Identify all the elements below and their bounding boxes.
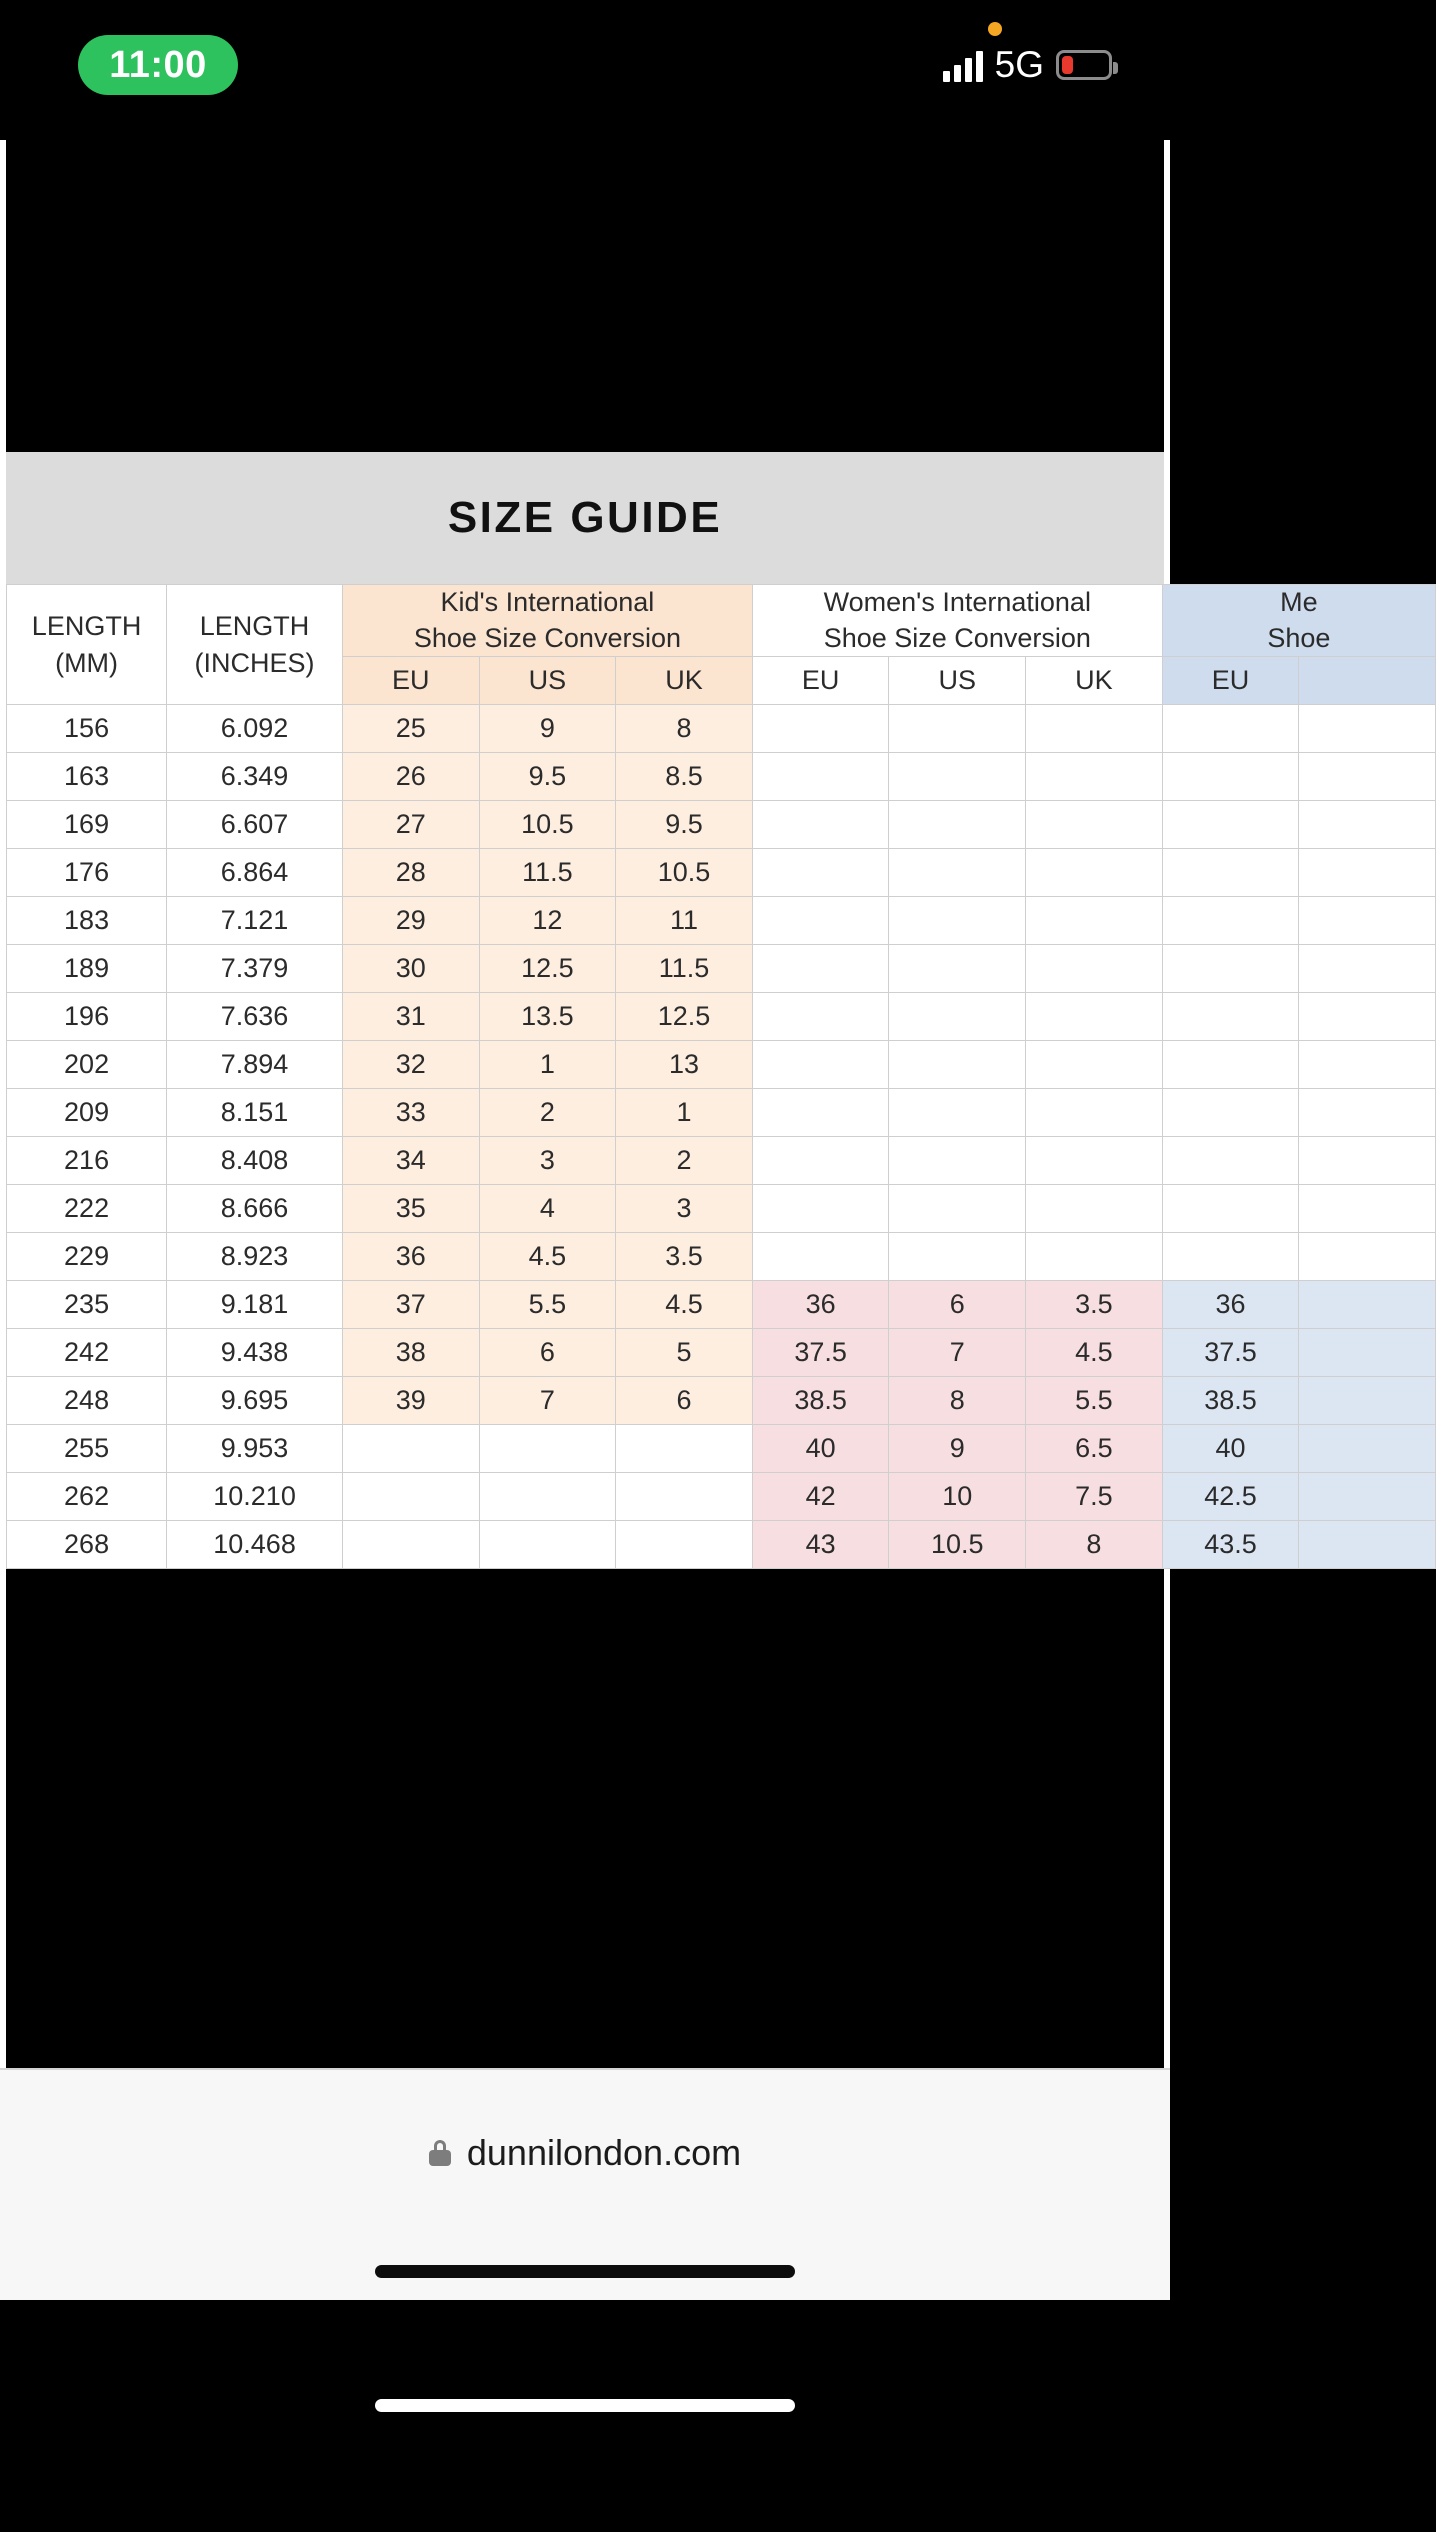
cell-men-overflow (1299, 849, 1436, 897)
table-row (7, 1329, 1436, 1377)
cell-kid-eu: 39 (342, 1377, 479, 1425)
cell-men-overflow (1299, 1377, 1436, 1425)
cell-women-uk: 4.5 (1026, 1329, 1163, 1377)
group-header-kids-line2: Shoe Size Conversion (413, 622, 681, 653)
cell-men-overflow (1299, 1329, 1436, 1377)
cell-kid-eu: 31 (342, 993, 479, 1041)
cell-men-eu: 37.5 (1162, 1329, 1299, 1377)
cell-men-eu (1162, 849, 1299, 897)
cell-women-eu: 42 (752, 1473, 889, 1521)
cell-kid-us: 3 (479, 1137, 616, 1185)
cell-women-us (889, 993, 1026, 1041)
cell-kid-eu: 30 (342, 945, 479, 993)
cell-men-overflow (1299, 1281, 1436, 1329)
cell-women-eu: 38.5 (752, 1377, 889, 1425)
cell-length-inches: 10.210 (167, 1473, 343, 1521)
cell-men-eu (1162, 1233, 1299, 1281)
cell-kid-uk: 12.5 (616, 993, 753, 1041)
cell-length-mm: 229 (7, 1233, 167, 1281)
cell-women-uk (1026, 1041, 1163, 1089)
lock-icon (429, 2140, 451, 2166)
cell-women-us (889, 945, 1026, 993)
cell-kid-us: 1 (479, 1041, 616, 1089)
cell-length-mm: 248 (7, 1377, 167, 1425)
cell-length-inches: 7.636 (167, 993, 343, 1041)
cell-women-eu (752, 1185, 889, 1233)
group-header-women-line2: Shoe Size Conversion (823, 622, 1091, 653)
cell-women-eu (752, 1041, 889, 1089)
group-header-women (752, 585, 1162, 657)
cell-kid-eu: 28 (342, 849, 479, 897)
cell-length-mm: 169 (7, 801, 167, 849)
cell-men-overflow (1299, 1473, 1436, 1521)
cell-men-eu (1162, 945, 1299, 993)
cell-women-uk (1026, 1137, 1163, 1185)
cell-men-overflow (1299, 945, 1436, 993)
cell-length-mm: 235 (7, 1281, 167, 1329)
cell-women-uk (1026, 801, 1163, 849)
cell-women-us (889, 1185, 1026, 1233)
cell-men-overflow (1299, 1521, 1436, 1569)
cell-kid-us: 13.5 (479, 993, 616, 1041)
cell-men-overflow (1299, 1425, 1436, 1473)
sub-header-women-us: US (889, 657, 1026, 705)
cell-kid-eu: 35 (342, 1185, 479, 1233)
cell-length-mm: 209 (7, 1089, 167, 1137)
cell-men-overflow (1299, 705, 1436, 753)
col-header-length-in-line2: (INCHES) (194, 647, 315, 678)
cell-length-inches: 8.923 (167, 1233, 343, 1281)
cell-length-inches: 6.864 (167, 849, 343, 897)
cell-women-uk (1026, 1089, 1163, 1137)
cell-kid-eu: 38 (342, 1329, 479, 1377)
sub-header-men-overflow (1299, 657, 1436, 705)
page-title-band (6, 452, 1164, 584)
cell-women-uk: 3.5 (1026, 1281, 1163, 1329)
cell-women-us (889, 1233, 1026, 1281)
cell-kid-uk: 8.5 (616, 753, 753, 801)
cell-men-eu: 38.5 (1162, 1377, 1299, 1425)
cell-kid-eu: 34 (342, 1137, 479, 1185)
cell-women-uk (1026, 897, 1163, 945)
sub-header-kid-us: US (479, 657, 616, 705)
cell-women-uk (1026, 993, 1163, 1041)
cell-women-uk (1026, 705, 1163, 753)
table-row (7, 1137, 1436, 1185)
cell-kid-eu: 33 (342, 1089, 479, 1137)
cell-kid-uk (616, 1521, 753, 1569)
cell-kid-uk: 3 (616, 1185, 753, 1233)
cell-kid-uk: 4.5 (616, 1281, 753, 1329)
cell-length-mm: 268 (7, 1521, 167, 1569)
cell-kid-eu: 29 (342, 897, 479, 945)
cell-women-us: 8 (889, 1377, 1026, 1425)
cell-women-us: 9 (889, 1425, 1026, 1473)
cell-length-mm: 202 (7, 1041, 167, 1089)
cell-women-us (889, 1041, 1026, 1089)
sub-header-kid-uk: UK (616, 657, 753, 705)
table-row (7, 753, 1436, 801)
cell-women-uk: 7.5 (1026, 1473, 1163, 1521)
cell-length-mm: 176 (7, 849, 167, 897)
cell-women-eu (752, 1233, 889, 1281)
table-row (7, 1281, 1436, 1329)
cell-kid-uk: 2 (616, 1137, 753, 1185)
cell-men-overflow (1299, 1137, 1436, 1185)
cell-men-overflow (1299, 753, 1436, 801)
cell-women-uk: 8 (1026, 1521, 1163, 1569)
cell-length-mm: 222 (7, 1185, 167, 1233)
cell-length-inches: 8.408 (167, 1137, 343, 1185)
table-row (7, 1041, 1436, 1089)
cell-women-eu (752, 945, 889, 993)
cell-length-mm: 255 (7, 1425, 167, 1473)
cell-men-overflow (1299, 801, 1436, 849)
cell-women-uk (1026, 1185, 1163, 1233)
cell-men-eu: 36 (1162, 1281, 1299, 1329)
cell-men-overflow (1299, 1233, 1436, 1281)
col-header-length-mm-line2: (MM) (55, 647, 119, 678)
cell-kid-eu: 27 (342, 801, 479, 849)
cell-women-us (889, 1089, 1026, 1137)
cell-kid-uk (616, 1473, 753, 1521)
table-row (7, 1185, 1436, 1233)
cell-kid-eu: 26 (342, 753, 479, 801)
cell-length-mm: 189 (7, 945, 167, 993)
cell-women-us (889, 753, 1026, 801)
cell-length-inches: 6.607 (167, 801, 343, 849)
cell-men-eu (1162, 1041, 1299, 1089)
cell-length-mm: 163 (7, 753, 167, 801)
status-right-group (943, 44, 1112, 85)
cell-women-eu (752, 1089, 889, 1137)
cell-women-eu (752, 849, 889, 897)
page-home-indicator (375, 2399, 795, 2412)
cell-men-overflow (1299, 993, 1436, 1041)
group-header-men (1162, 585, 1435, 657)
cell-length-inches: 8.151 (167, 1089, 343, 1137)
size-chart-container[interactable] (6, 584, 1331, 1569)
sub-header-men-eu: EU (1162, 657, 1299, 705)
cell-kid-us (479, 1521, 616, 1569)
group-header-men-line1: Me (1280, 587, 1318, 617)
sub-header-women-eu: EU (752, 657, 889, 705)
cell-men-overflow (1299, 1185, 1436, 1233)
page-title: SIZE GUIDE (447, 493, 723, 542)
col-header-length-in (167, 585, 343, 705)
table-row (7, 1233, 1436, 1281)
cell-kid-us: 2 (479, 1089, 616, 1137)
cell-kid-uk: 11 (616, 897, 753, 945)
table-row (7, 1425, 1436, 1473)
cell-men-eu (1162, 993, 1299, 1041)
cell-kid-us (479, 1425, 616, 1473)
cell-women-eu (752, 897, 889, 945)
url-bar[interactable] (0, 2132, 1170, 2174)
cell-length-mm: 216 (7, 1137, 167, 1185)
col-header-length-mm-line1: LENGTH (31, 611, 142, 642)
cell-length-inches: 9.953 (167, 1425, 343, 1473)
cell-kid-us: 5.5 (479, 1281, 616, 1329)
cell-kid-uk: 6 (616, 1377, 753, 1425)
cell-women-uk (1026, 945, 1163, 993)
recording-indicator-icon (988, 22, 1002, 36)
cell-women-us (889, 801, 1026, 849)
cell-kid-us (479, 1473, 616, 1521)
table-row (7, 1521, 1436, 1569)
cell-length-mm: 242 (7, 1329, 167, 1377)
cell-kid-uk: 11.5 (616, 945, 753, 993)
cell-men-eu: 42.5 (1162, 1473, 1299, 1521)
cell-kid-us: 9 (479, 705, 616, 753)
cell-kid-us: 9.5 (479, 753, 616, 801)
cell-length-inches: 7.379 (167, 945, 343, 993)
table-row (7, 849, 1436, 897)
cell-men-eu (1162, 801, 1299, 849)
cell-length-inches: 9.695 (167, 1377, 343, 1425)
table-row (7, 801, 1436, 849)
cell-men-eu: 43.5 (1162, 1521, 1299, 1569)
cell-kid-uk: 8 (616, 705, 753, 753)
cell-length-inches: 6.092 (167, 705, 343, 753)
status-time: 11:00 (109, 43, 207, 86)
group-header-kids-line1: Kid's International (440, 587, 655, 617)
cell-women-eu: 43 (752, 1521, 889, 1569)
sub-header-kid-eu: EU (342, 657, 479, 705)
cell-kid-us: 12 (479, 897, 616, 945)
table-row (7, 945, 1436, 993)
cell-length-inches: 7.121 (167, 897, 343, 945)
table-group-header-row (7, 585, 1436, 657)
cell-men-eu (1162, 1089, 1299, 1137)
network-type-label: 5G (994, 44, 1044, 85)
cell-length-mm: 156 (7, 705, 167, 753)
cell-women-eu (752, 801, 889, 849)
cell-women-uk (1026, 849, 1163, 897)
cell-kid-uk (616, 1425, 753, 1473)
group-header-kids (342, 585, 752, 657)
table-row (7, 705, 1436, 753)
cell-kid-eu (342, 1521, 479, 1569)
cell-kid-eu (342, 1425, 479, 1473)
cell-men-overflow (1299, 1041, 1436, 1089)
col-header-length-in-line1: LENGTH (199, 611, 310, 642)
cell-kid-uk: 13 (616, 1041, 753, 1089)
cell-men-eu (1162, 1185, 1299, 1233)
cell-women-eu (752, 753, 889, 801)
cell-kid-uk: 1 (616, 1089, 753, 1137)
cell-women-uk: 6.5 (1026, 1425, 1163, 1473)
cell-kid-us: 6 (479, 1329, 616, 1377)
group-header-women-line1: Women's International (823, 587, 1091, 617)
table-body (7, 705, 1436, 1569)
cell-length-mm: 196 (7, 993, 167, 1041)
cell-kid-eu: 25 (342, 705, 479, 753)
cell-women-eu: 37.5 (752, 1329, 889, 1377)
group-header-men-line2: Shoe (1267, 622, 1331, 653)
cell-women-eu: 40 (752, 1425, 889, 1473)
cell-kid-eu: 36 (342, 1233, 479, 1281)
battery-icon (1056, 50, 1112, 80)
table-row (7, 1473, 1436, 1521)
cell-length-inches: 9.181 (167, 1281, 343, 1329)
cell-kid-uk: 5 (616, 1329, 753, 1377)
browser-bottom-bar (0, 2068, 1170, 2300)
cell-length-inches: 10.468 (167, 1521, 343, 1569)
cell-women-eu (752, 705, 889, 753)
cell-kid-uk: 10.5 (616, 849, 753, 897)
cell-women-us: 7 (889, 1329, 1026, 1377)
cell-kid-us: 4.5 (479, 1233, 616, 1281)
size-conversion-table (6, 584, 1436, 1569)
cell-women-us (889, 849, 1026, 897)
cell-women-us (889, 705, 1026, 753)
cell-length-inches: 6.349 (167, 753, 343, 801)
web-page-area (0, 140, 1331, 2300)
url-text[interactable]: dunnilondon.com (466, 2132, 742, 2173)
cell-kid-us: 12.5 (479, 945, 616, 993)
status-bar (0, 0, 1170, 140)
table-head (7, 585, 1436, 705)
cell-men-eu (1162, 1137, 1299, 1185)
cell-women-eu (752, 993, 889, 1041)
cell-women-us: 10 (889, 1473, 1026, 1521)
home-indicator (375, 2265, 795, 2278)
cell-kid-us: 4 (479, 1185, 616, 1233)
table-row (7, 897, 1436, 945)
cell-women-us (889, 1137, 1026, 1185)
cell-women-us (889, 897, 1026, 945)
cell-men-eu (1162, 705, 1299, 753)
cell-women-us: 6 (889, 1281, 1026, 1329)
cell-women-eu: 36 (752, 1281, 889, 1329)
table-row (7, 1089, 1436, 1137)
cell-kid-uk: 9.5 (616, 801, 753, 849)
cell-men-eu: 40 (1162, 1425, 1299, 1473)
col-header-length-mm (7, 585, 167, 705)
cell-length-inches: 7.894 (167, 1041, 343, 1089)
cell-length-mm: 183 (7, 897, 167, 945)
cell-men-eu (1162, 753, 1299, 801)
cell-length-mm: 262 (7, 1473, 167, 1521)
cell-women-uk (1026, 1233, 1163, 1281)
cell-kid-uk: 3.5 (616, 1233, 753, 1281)
cell-women-uk (1026, 753, 1163, 801)
table-row (7, 993, 1436, 1041)
cell-kid-us: 11.5 (479, 849, 616, 897)
cell-men-eu (1162, 897, 1299, 945)
cell-kid-us: 10.5 (479, 801, 616, 849)
cell-men-overflow (1299, 897, 1436, 945)
status-time-pill[interactable] (78, 35, 238, 95)
signal-strength-icon (943, 48, 983, 82)
cell-men-overflow (1299, 1089, 1436, 1137)
sub-header-women-uk: UK (1026, 657, 1163, 705)
cell-kid-eu: 32 (342, 1041, 479, 1089)
cell-kid-eu (342, 1473, 479, 1521)
cell-kid-us: 7 (479, 1377, 616, 1425)
cell-kid-eu: 37 (342, 1281, 479, 1329)
cell-length-inches: 9.438 (167, 1329, 343, 1377)
cell-women-uk: 5.5 (1026, 1377, 1163, 1425)
cell-women-us: 10.5 (889, 1521, 1026, 1569)
cell-women-eu (752, 1137, 889, 1185)
cell-length-inches: 8.666 (167, 1185, 343, 1233)
table-row (7, 1377, 1436, 1425)
